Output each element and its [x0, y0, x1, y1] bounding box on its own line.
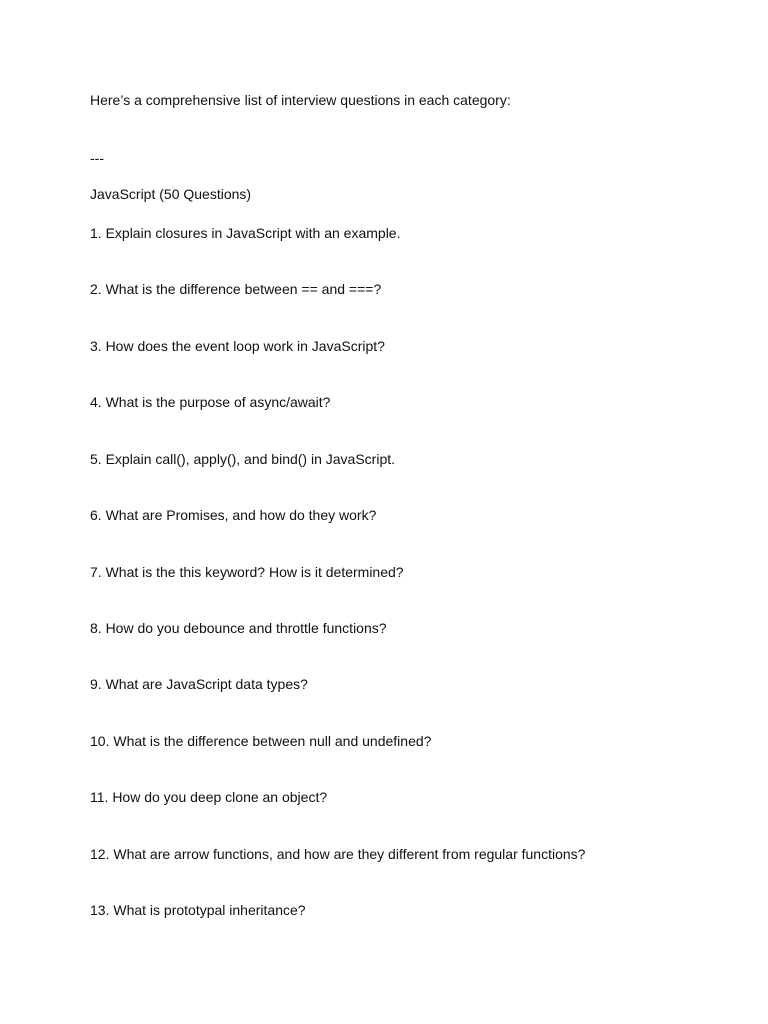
question-item: 12. What are arrow functions, and how are they different from regular functions?: [90, 846, 586, 862]
question-item: 3. How does the event loop work in JavaScript?: [90, 338, 385, 354]
question-item: 5. Explain call(), apply(), and bind() in JavaScript.: [90, 451, 396, 467]
question-item: 4. What is the purpose of async/await?: [90, 394, 331, 410]
question-item: 10. What is the difference between null and undefined?: [90, 733, 432, 749]
question-item: 13. What is prototypal inheritance?: [90, 902, 306, 918]
question-item: 2. What is the difference between == and ===?: [90, 281, 382, 297]
section-divider: ---: [90, 150, 104, 166]
question-item: 6. What are Promises, and how do they work?: [90, 507, 377, 523]
question-item: 11. How do you deep clone an object?: [90, 789, 328, 805]
question-item: 1. Explain closures in JavaScript with an example.: [90, 225, 401, 241]
question-item: 9. What are JavaScript data types?: [90, 676, 308, 692]
question-item: 8. How do you debounce and throttle functions?: [90, 620, 387, 636]
intro-text: Here’s a comprehensive list of interview questions in each category:: [90, 92, 511, 108]
section-title: JavaScript (50 Questions): [90, 186, 252, 202]
question-item: 7. What is the this keyword? How is it determined?: [90, 564, 404, 580]
